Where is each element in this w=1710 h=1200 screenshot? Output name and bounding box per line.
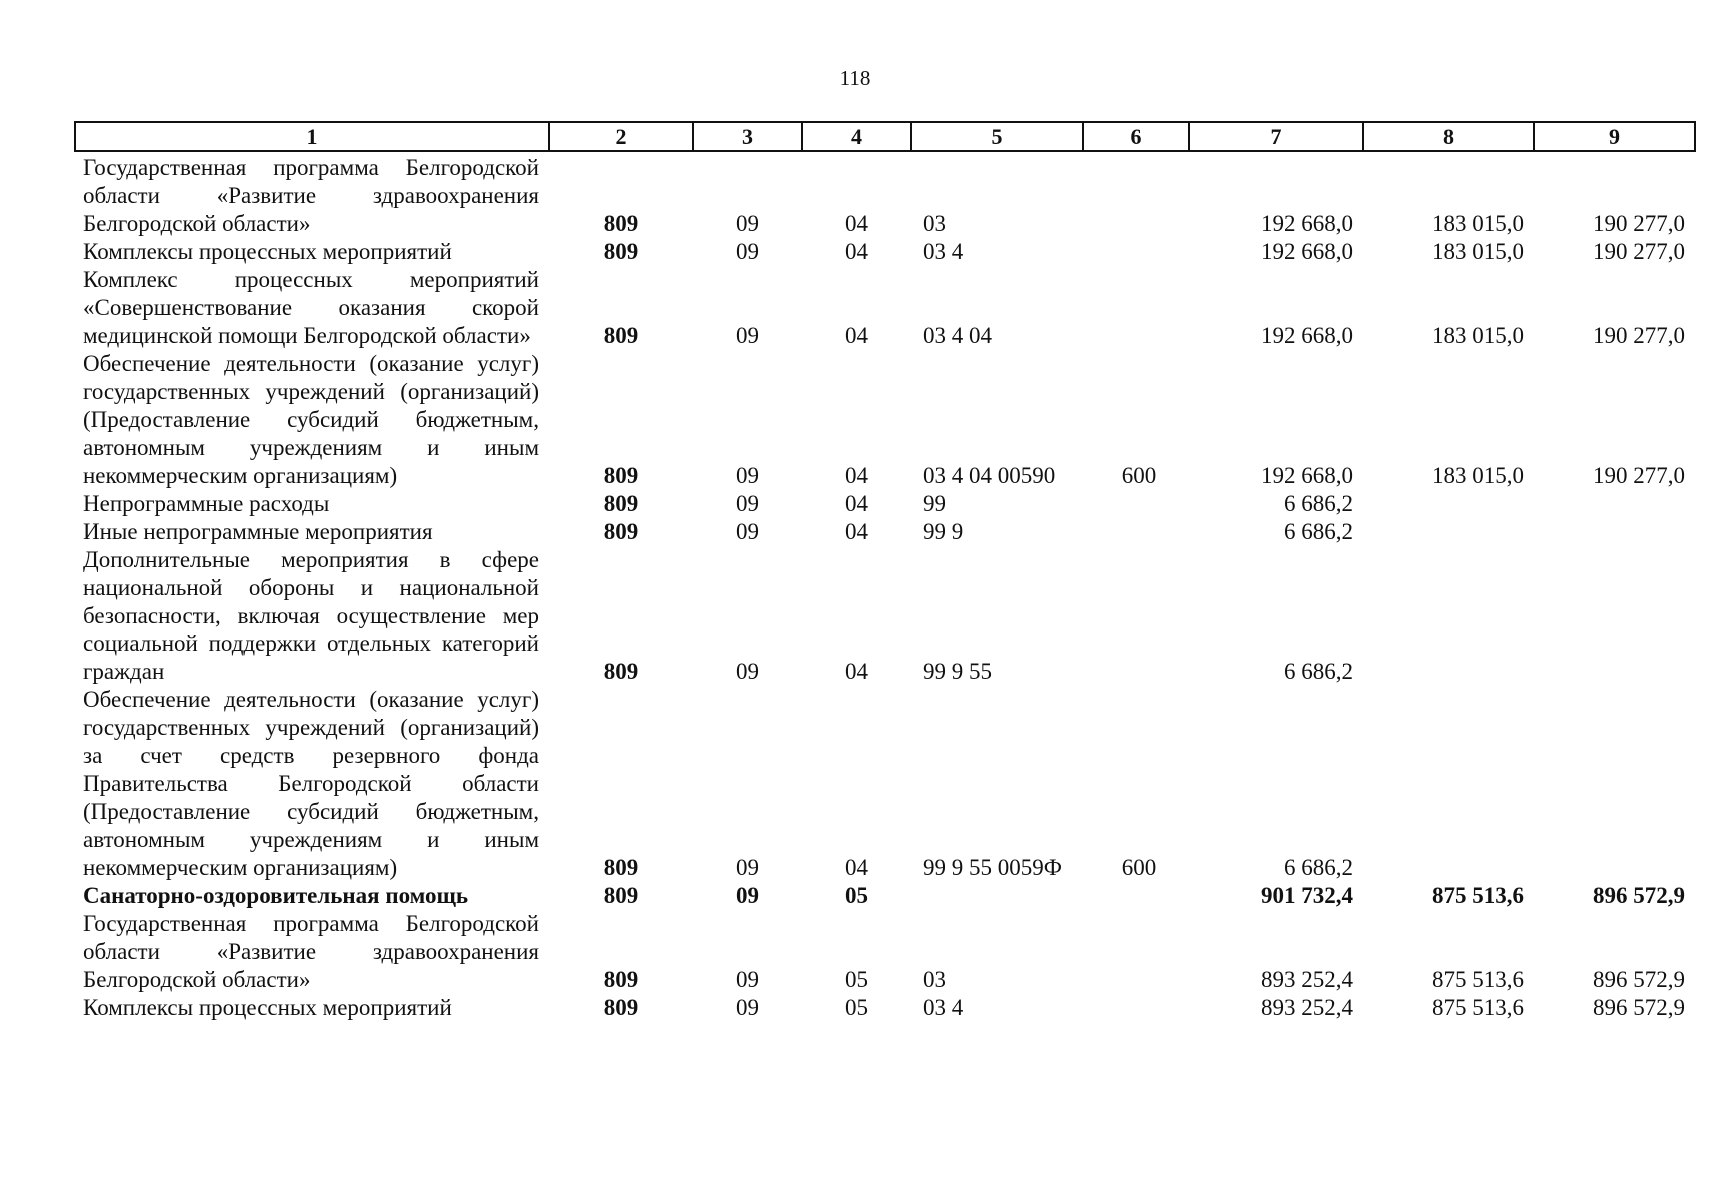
section-code: 09 bbox=[736, 211, 759, 236]
amount-year-2: 875 513,6 bbox=[1432, 995, 1524, 1020]
target-code: 03 4 bbox=[923, 995, 964, 1020]
table-row bbox=[75, 686, 1695, 882]
expense-type-code bbox=[1083, 151, 1189, 238]
section-code: 09 bbox=[736, 239, 759, 264]
column-header: 9 bbox=[1534, 122, 1695, 151]
admin-code: 809 bbox=[603, 967, 639, 992]
table-row bbox=[75, 546, 1695, 686]
expense-type-code bbox=[1083, 994, 1189, 1022]
amount-year-3 bbox=[1534, 518, 1695, 546]
target-code: 03 bbox=[923, 967, 946, 992]
amount-year-1: 6 686,2 bbox=[1284, 855, 1353, 880]
target-code: 99 9 55 bbox=[923, 659, 992, 684]
section-code: 09 bbox=[736, 883, 759, 908]
subsection-code: 04 bbox=[845, 239, 868, 264]
expense-type-code bbox=[1083, 490, 1189, 518]
column-header: 1 bbox=[75, 122, 549, 151]
admin-code: 809 bbox=[603, 519, 639, 544]
amount-year-1: 6 686,2 bbox=[1284, 659, 1353, 684]
admin-code: 809 bbox=[603, 323, 639, 348]
row-name: Государственная программа Белгородской области «Развитие здравоохранения Белгородской области» bbox=[83, 155, 539, 236]
subsection-code: 05 bbox=[845, 995, 868, 1020]
amount-year-2: 183 015,0 bbox=[1432, 239, 1524, 264]
expense-type-code bbox=[1083, 910, 1189, 994]
header-row bbox=[75, 122, 1695, 151]
section-code: 09 bbox=[736, 491, 759, 516]
subsection-code: 04 bbox=[845, 323, 868, 348]
amount-year-1: 192 668,0 bbox=[1261, 323, 1353, 348]
budget-table bbox=[74, 121, 1696, 1022]
admin-code: 809 bbox=[603, 659, 639, 684]
row-name: Комплексы процессных мероприятий bbox=[83, 995, 452, 1020]
admin-code: 809 bbox=[603, 463, 639, 488]
subsection-code: 04 bbox=[845, 463, 868, 488]
table-row bbox=[75, 266, 1695, 350]
table-row bbox=[75, 882, 1695, 910]
column-header: 6 bbox=[1083, 122, 1189, 151]
target-code: 03 4 04 bbox=[923, 323, 992, 348]
row-name: Государственная программа Белгородской области «Развитие здравоохранения Белгородской области» bbox=[83, 911, 539, 992]
amount-year-3: 896 572,9 bbox=[1593, 995, 1685, 1020]
amount-year-3: 896 572,9 bbox=[1593, 967, 1685, 992]
amount-year-2 bbox=[1363, 518, 1534, 546]
admin-code: 809 bbox=[603, 855, 639, 880]
table-row bbox=[75, 151, 1695, 238]
amount-year-3: 190 277,0 bbox=[1593, 211, 1685, 236]
admin-code: 809 bbox=[603, 491, 639, 516]
amount-year-2 bbox=[1363, 546, 1534, 686]
amount-year-3 bbox=[1534, 490, 1695, 518]
amount-year-2 bbox=[1363, 686, 1534, 882]
admin-code: 809 bbox=[603, 995, 639, 1020]
row-name: Обеспечение деятельности (оказание услуг) государственных учреждений (организаций) за счет средств резервного фонда Правительства Белгородской области (Предоставление субсидий бюджетным, автономным учреждениям и иным некоммерческим организациям) bbox=[83, 687, 539, 880]
amount-year-1: 192 668,0 bbox=[1261, 239, 1353, 264]
amount-year-2 bbox=[1363, 490, 1534, 518]
amount-year-1: 6 686,2 bbox=[1284, 491, 1353, 516]
table-row bbox=[75, 518, 1695, 546]
row-name: Комплексы процессных мероприятий bbox=[83, 239, 452, 264]
amount-year-2: 183 015,0 bbox=[1432, 463, 1524, 488]
amount-year-2: 183 015,0 bbox=[1432, 323, 1524, 348]
section-code: 09 bbox=[736, 323, 759, 348]
page-number: 118 bbox=[839, 66, 871, 90]
table-row bbox=[75, 350, 1695, 490]
column-header: 8 bbox=[1363, 122, 1534, 151]
subsection-code: 04 bbox=[845, 211, 868, 236]
table-row bbox=[75, 994, 1695, 1022]
amount-year-1: 893 252,4 bbox=[1261, 995, 1353, 1020]
amount-year-2: 875 513,6 bbox=[1432, 967, 1524, 992]
admin-code: 809 bbox=[603, 883, 639, 908]
subsection-code: 04 bbox=[845, 519, 868, 544]
expense-type-code: 600 bbox=[1121, 463, 1157, 488]
target-code: 99 9 55 0059Ф bbox=[923, 855, 1062, 880]
amount-year-3: 190 277,0 bbox=[1593, 463, 1685, 488]
amount-year-1: 893 252,4 bbox=[1261, 967, 1353, 992]
row-name: Комплекс процессных мероприятий «Совершенствование оказания скорой медицинской помощи Белгородской области» bbox=[83, 267, 539, 348]
subsection-code: 04 bbox=[845, 855, 868, 880]
amount-year-1: 192 668,0 bbox=[1261, 211, 1353, 236]
admin-code: 809 bbox=[603, 239, 639, 264]
admin-code: 809 bbox=[603, 211, 639, 236]
section-code: 09 bbox=[736, 855, 759, 880]
expense-type-code bbox=[1083, 238, 1189, 266]
column-header: 2 bbox=[549, 122, 693, 151]
expense-type-code bbox=[1083, 882, 1189, 910]
section-code: 09 bbox=[736, 519, 759, 544]
target-code: 99 9 bbox=[923, 519, 964, 544]
amount-year-1: 192 668,0 bbox=[1261, 463, 1353, 488]
subsection-code: 04 bbox=[845, 659, 868, 684]
column-header: 3 bbox=[693, 122, 802, 151]
target-code: 03 4 04 00590 bbox=[923, 463, 1056, 488]
amount-year-3: 896 572,9 bbox=[1593, 883, 1685, 908]
amount-year-1: 6 686,2 bbox=[1284, 519, 1353, 544]
column-header: 7 bbox=[1189, 122, 1363, 151]
section-code: 09 bbox=[736, 463, 759, 488]
amount-year-3: 190 277,0 bbox=[1593, 323, 1685, 348]
amount-year-2: 875 513,6 bbox=[1432, 883, 1524, 908]
expense-type-code bbox=[1083, 518, 1189, 546]
expense-type-code bbox=[1083, 266, 1189, 350]
section-code: 09 bbox=[736, 995, 759, 1020]
subsection-code: 04 bbox=[845, 491, 868, 516]
target-code: 03 bbox=[923, 211, 946, 236]
target-code: 99 bbox=[923, 491, 946, 516]
row-name: Обеспечение деятельности (оказание услуг) государственных учреждений (организаций) (Предоставление субсидий бюджетным, автономным учреждениям и иным некоммерческим организациям) bbox=[83, 351, 539, 488]
row-name: Непрограммные расходы bbox=[83, 491, 330, 516]
amount-year-3: 190 277,0 bbox=[1593, 239, 1685, 264]
row-name: Иные непрограммные мероприятия bbox=[83, 519, 433, 544]
expense-type-code: 600 bbox=[1121, 855, 1157, 880]
column-header: 5 bbox=[911, 122, 1083, 151]
expense-type-code bbox=[1083, 546, 1189, 686]
subsection-code: 05 bbox=[845, 883, 868, 908]
row-name: Санаторно-оздоровительная помощь bbox=[83, 883, 469, 908]
subsection-code: 05 bbox=[845, 967, 868, 992]
target-code: 03 4 bbox=[923, 239, 964, 264]
amount-year-3 bbox=[1534, 546, 1695, 686]
table-row bbox=[75, 910, 1695, 994]
column-header: 4 bbox=[802, 122, 911, 151]
amount-year-3 bbox=[1534, 686, 1695, 882]
section-code: 09 bbox=[736, 967, 759, 992]
row-name: Дополнительные мероприятия в сфере национальной обороны и национальной безопасности, включая осуществление мер социальной поддержки отдельных категорий граждан bbox=[83, 547, 539, 684]
section-code: 09 bbox=[736, 659, 759, 684]
amount-year-2: 183 015,0 bbox=[1432, 211, 1524, 236]
table-row bbox=[75, 490, 1695, 518]
table-row bbox=[75, 238, 1695, 266]
amount-year-1: 901 732,4 bbox=[1261, 883, 1353, 908]
target-code bbox=[911, 882, 1083, 910]
